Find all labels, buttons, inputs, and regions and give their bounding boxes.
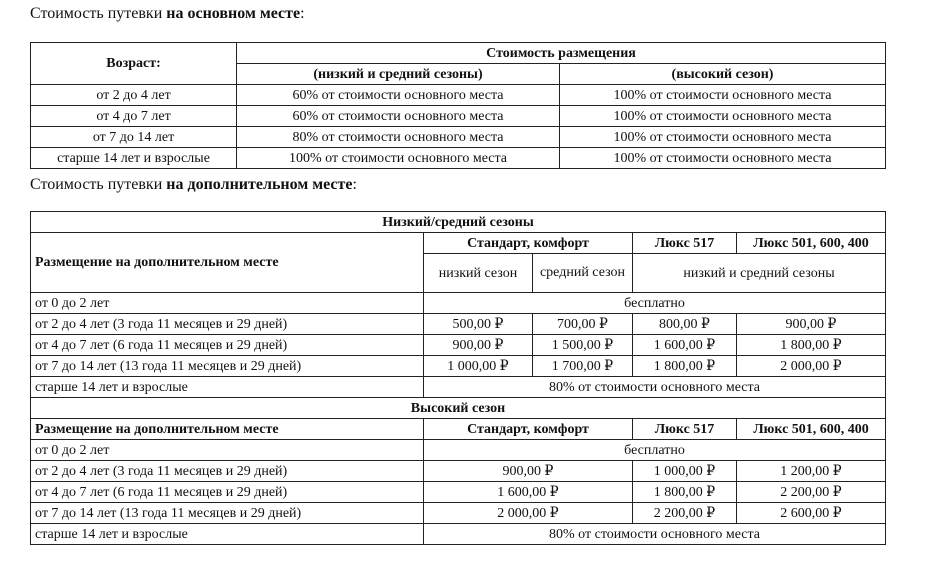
lux-517-header: Люкс 517 (633, 419, 737, 440)
placement-label: от 4 до 7 лет (6 года 11 месяцев и 29 дней) (31, 335, 424, 356)
placement-label: старше 14 лет и взрослые (31, 377, 424, 398)
standard-price: 1 600,00 ₽ (424, 482, 633, 503)
low-mid-cell: 60% от стоимости основного места (237, 85, 560, 106)
lux-517-header: Люкс 517 (633, 233, 737, 254)
low-mid-cell: 60% от стоимости основного места (237, 106, 560, 127)
standard-price: 900,00 ₽ (424, 461, 633, 482)
low-mid-season-title: Низкий/средний сезоны (31, 212, 886, 233)
age-cell: от 2 до 4 лет (31, 85, 237, 106)
merged-value: 80% от стоимости основного места (424, 377, 886, 398)
high-cell: 100% от стоимости основного места (560, 85, 886, 106)
table-header-row (31, 43, 886, 64)
table-row (31, 356, 886, 377)
placement-label: от 0 до 2 лет (31, 293, 424, 314)
low-mid-cell: 80% от стоимости основного места (237, 127, 560, 148)
placement-header: Размещение на дополнительном месте (31, 419, 424, 440)
table-header-row (31, 419, 886, 440)
extra-place-table (30, 211, 886, 545)
main-place-table (30, 42, 886, 169)
mid-price: 700,00 ₽ (533, 314, 633, 335)
table-row (31, 293, 886, 314)
low-season-subheader: низкий сезон (424, 254, 533, 293)
placement-label: от 7 до 14 лет (13 года 11 месяцев и 29 дней) (31, 503, 424, 524)
lux-517-price: 1 600,00 ₽ (633, 335, 737, 356)
lux-517-price: 1 000,00 ₽ (633, 461, 737, 482)
table-header-row (31, 233, 886, 254)
lux-multi-price: 2 600,00 ₽ (737, 503, 886, 524)
table-row (31, 148, 886, 169)
heading-prefix: Стоимость путевки (30, 5, 167, 22)
section-title-row (31, 398, 886, 419)
table-row (31, 461, 886, 482)
extra-place-heading (30, 176, 357, 194)
placement-label: от 0 до 2 лет (31, 440, 424, 461)
merged-value: бесплатно (424, 293, 886, 314)
lux-517-price: 800,00 ₽ (633, 314, 737, 335)
lux-multi-price: 900,00 ₽ (737, 314, 886, 335)
lux-517-price: 1 800,00 ₽ (633, 356, 737, 377)
standard-comfort-header: Стандарт, комфорт (424, 419, 633, 440)
lux-multi-price: 2 200,00 ₽ (737, 482, 886, 503)
placement-label: от 7 до 14 лет (13 года 11 месяцев и 29 дней) (31, 356, 424, 377)
mid-price: 1 700,00 ₽ (533, 356, 633, 377)
low-mid-season-subheader: низкий и средний сезоны (633, 254, 886, 293)
high-cell: 100% от стоимости основного места (560, 106, 886, 127)
heading-prefix: Стоимость путевки (30, 176, 167, 193)
lux-multi-price: 2 000,00 ₽ (737, 356, 886, 377)
low-mid-season-header: (низкий и средний сезоны) (237, 64, 560, 85)
table-row (31, 440, 886, 461)
placement-label: старше 14 лет и взрослые (31, 524, 424, 545)
main-place-heading (30, 5, 305, 23)
table-row (31, 314, 886, 335)
standard-comfort-header: Стандарт, комфорт (424, 233, 633, 254)
table-row (31, 503, 886, 524)
heading-bold: на основном месте (166, 5, 301, 22)
cost-header: Стоимость размещения (237, 43, 886, 64)
lux-multi-header: Люкс 501, 600, 400 (737, 419, 886, 440)
table-row (31, 85, 886, 106)
table-row (31, 127, 886, 148)
high-cell: 100% от стоимости основного места (560, 127, 886, 148)
standard-price: 2 000,00 ₽ (424, 503, 633, 524)
lux-517-price: 1 800,00 ₽ (633, 482, 737, 503)
placement-label: от 2 до 4 лет (3 года 11 месяцев и 29 дней) (31, 461, 424, 482)
age-cell: от 7 до 14 лет (31, 127, 237, 148)
table-row (31, 335, 886, 356)
table-row (31, 377, 886, 398)
heading-suffix: : (300, 5, 305, 22)
low-mid-cell: 100% от стоимости основного места (237, 148, 560, 169)
low-price: 1 000,00 ₽ (424, 356, 533, 377)
low-price: 500,00 ₽ (424, 314, 533, 335)
heading-bold: на дополнительном месте (166, 176, 353, 193)
table-row (31, 524, 886, 545)
age-header: Возраст: (31, 43, 237, 85)
mid-price: 1 500,00 ₽ (533, 335, 633, 356)
lux-multi-header: Люкс 501, 600, 400 (737, 233, 886, 254)
heading-suffix: : (352, 176, 357, 193)
low-price: 900,00 ₽ (424, 335, 533, 356)
lux-multi-price: 1 800,00 ₽ (737, 335, 886, 356)
high-cell: 100% от стоимости основного места (560, 148, 886, 169)
age-cell: старше 14 лет и взрослые (31, 148, 237, 169)
mid-season-subheader: средний сезон (533, 254, 633, 293)
table-row (31, 482, 886, 503)
placement-label: от 2 до 4 лет (3 года 11 месяцев и 29 дней) (31, 314, 424, 335)
merged-value: бесплатно (424, 440, 886, 461)
table-row (31, 106, 886, 127)
section-title-row (31, 212, 886, 233)
lux-517-price: 2 200,00 ₽ (633, 503, 737, 524)
merged-value: 80% от стоимости основного места (424, 524, 886, 545)
placement-label: от 4 до 7 лет (6 года 11 месяцев и 29 дней) (31, 482, 424, 503)
placement-header: Размещение на дополнительном месте (31, 233, 424, 293)
high-season-header: (высокий сезон) (560, 64, 886, 85)
high-season-title: Высокий сезон (31, 398, 886, 419)
lux-multi-price: 1 200,00 ₽ (737, 461, 886, 482)
age-cell: от 4 до 7 лет (31, 106, 237, 127)
